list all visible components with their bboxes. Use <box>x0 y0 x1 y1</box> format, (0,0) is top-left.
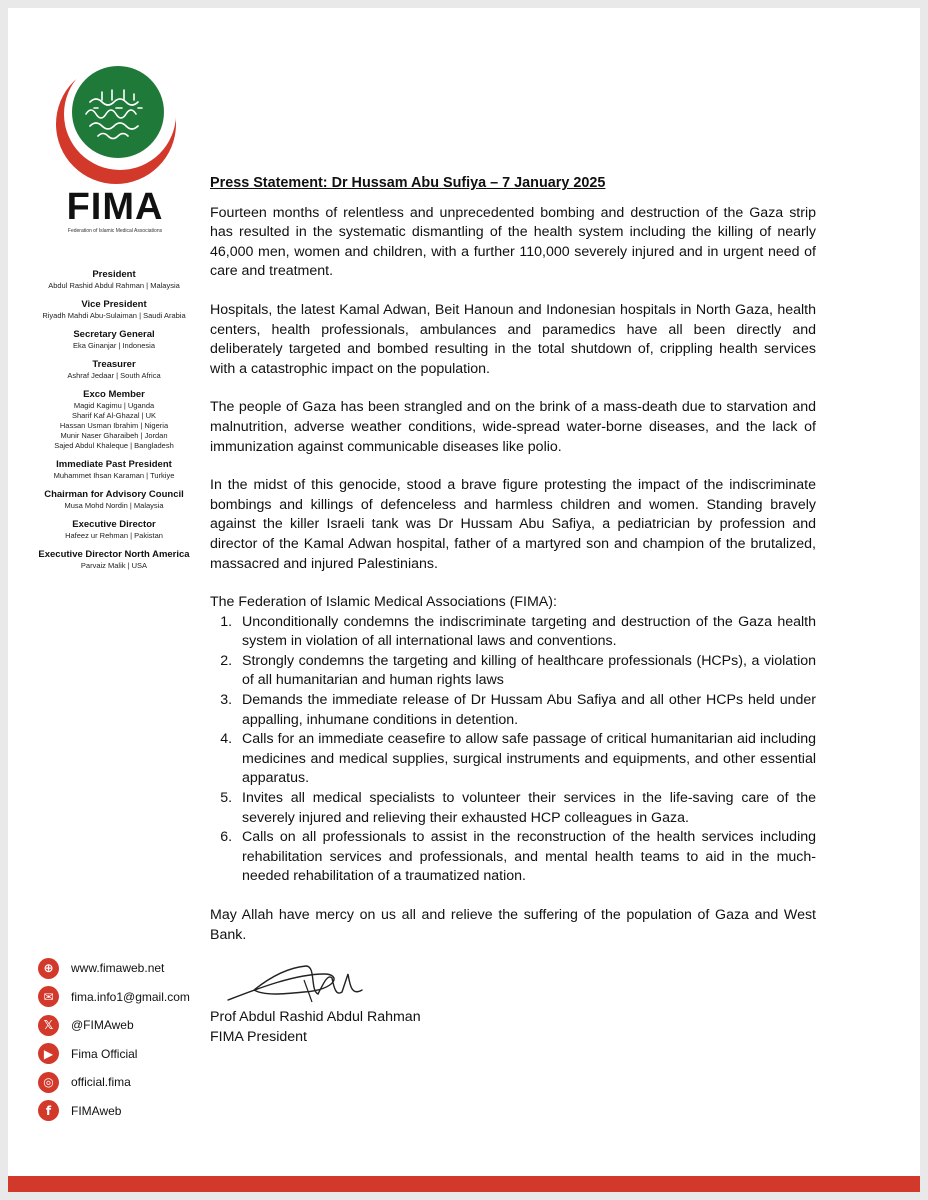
list-item: 4. Calls for an immediate ceasefire to allow safe passage of critical humanitarian aid including medicines and medical supplies, surgical instruments and equipments, and other essential apparatus. <box>236 730 816 789</box>
officer-vice-president <box>24 298 204 321</box>
contact-instagram[interactable] <box>38 1068 218 1097</box>
officer-name: Muhammet Ihsan Karaman | Turkiye <box>53 471 175 480</box>
officer-role: Exco Member <box>83 389 145 400</box>
officer-role: Vice President <box>81 299 147 310</box>
contact-youtube-text[interactable]: Fima Official <box>71 1046 138 1061</box>
officer-name: Munir Naser Gharaibeh | Jordan <box>60 431 168 440</box>
list-item: 3. Demands the immediate release of Dr Hussam Abu Safiya and all other HCPs held under appalling, inhumane conditions in detention. <box>236 691 816 730</box>
officer-past-president <box>24 458 204 481</box>
officer-name: Musa Mohd Nordin | Malaysia <box>64 501 164 510</box>
officer-role: Treasurer <box>92 359 136 370</box>
officer-exco-members <box>24 388 204 451</box>
statement-paragraph: Hospitals, the latest Kamal Adwan, Beit Hanoun and Indonesian hospitals in North Gaza, health centers, health professionals, ambulances and paramedics have all been directly and deliberately targeted and bombed resulting in the total shutdown of, crippling health services with a catastrophic impact on the population. <box>210 301 816 377</box>
officer-name: Hafeez ur Rehman | Pakistan <box>65 531 163 540</box>
closing-prayer: May Allah have mercy on us all and relieve the suffering of the population of Gaza and West Bank. <box>210 907 816 943</box>
statement-paragraph: In the midst of this genocide, stood a brave figure protesting the impact of the indiscriminate bombings and killings of defenceless and harmless children and women. Standing bravely against the killer Israeli tank was Dr Hussam Abu Safiya, a pediatrician by profession and director of the Kamal Adwan hospital, father of a martyred son and champion of the brutalized, massacred and injured Palestinians. <box>210 477 816 572</box>
officer-name: Sharif Kaf Al-Ghazal | UK <box>71 411 157 420</box>
officer-name: Riyadh Mahdi Abu-Sulaiman | Saudi Arabia <box>42 311 186 320</box>
officer-secretary-general <box>24 328 204 351</box>
officer-advisory-chairman <box>24 488 204 511</box>
contact-instagram-text[interactable]: official.fima <box>71 1075 131 1090</box>
contact-website[interactable] <box>38 954 218 983</box>
list-item: 5. Invites all medical specialists to volunteer their services in the life-saving care of the severely injured and relieving their exhausted HCP colleagues in Gaza. <box>236 789 816 828</box>
officer-name: Sajed Abdul Khaleque | Bangladesh <box>54 441 174 450</box>
contact-email-text[interactable]: fima.info1@gmail.com <box>71 989 190 1004</box>
officer-name: Hassan Usman Ibrahim | Nigeria <box>59 421 169 430</box>
footer-accent-bar <box>8 1176 920 1192</box>
contact-facebook-text[interactable]: FIMAweb <box>71 1103 122 1118</box>
statement-body <box>210 174 816 1047</box>
officer-name: Abdul Rashid Abdul Rahman | Malaysia <box>48 281 180 290</box>
contact-youtube[interactable] <box>38 1040 218 1069</box>
globe-icon: ⊕ <box>38 958 59 979</box>
youtube-icon: ▶ <box>38 1043 59 1064</box>
email-icon: ✉ <box>38 986 59 1007</box>
officer-role: President <box>92 269 136 280</box>
list-intro: The Federation of Islamic Medical Associations (FIMA): <box>210 594 557 611</box>
officers-list <box>24 268 204 578</box>
officer-president <box>24 268 204 291</box>
officer-executive-director-na <box>24 548 204 571</box>
statement-paragraph: The people of Gaza has been strangled and on the brink of a mass-death due to starvation and malnutrition, adverse weather conditions, wide-spread water-borne diseases, and the lack of immunization against communicable diseases like polio. <box>210 399 816 455</box>
contact-website-text[interactable]: www.fimaweb.net <box>71 961 165 976</box>
contact-x-text[interactable]: @FIMAweb <box>71 1018 134 1033</box>
officer-role: Executive Director <box>72 519 156 530</box>
contact-facebook[interactable] <box>38 1097 218 1126</box>
brand-subtitle: Federation of Islamic Medical Associations <box>67 228 163 234</box>
brand-name: FIMA <box>66 186 164 228</box>
fima-crescent-logo <box>54 62 184 192</box>
signature-image <box>224 960 374 1010</box>
facebook-icon: f <box>38 1100 59 1121</box>
contact-list <box>38 954 218 1125</box>
statement-paragraph: Fourteen months of relentless and unprecedented bombing and destruction of the Gaza strip has resulted in the systematic dismantling of the health system including the killing of nearly 46,000 men, women and children, with a further 110,000 severely injured and in urgent need of care and treatment. <box>210 204 816 280</box>
list-item: 6. Calls on all professionals to assist in the reconstruction of the health services including rehabilitation services and professionals, and mental health teams to aid in the much-needed rehabilitation of a traumatized nation. <box>236 828 816 887</box>
signer-name: Prof Abdul Rashid Abdul Rahman <box>210 1009 421 1026</box>
officer-role: Secretary General <box>73 329 155 340</box>
contact-x[interactable] <box>38 1011 218 1040</box>
x-icon: 𝕏 <box>38 1015 59 1036</box>
officer-name: Ashraf Jedaar | South Africa <box>67 371 161 380</box>
resolution-list <box>210 613 816 887</box>
letter-page <box>8 8 920 1192</box>
officer-role: Immediate Past President <box>56 459 172 470</box>
officer-executive-director <box>24 518 204 541</box>
officer-name: Parvaiz Malik | USA <box>80 561 148 570</box>
statement-title: Press Statement: Dr Hussam Abu Sufiya – 7 January 2025 <box>210 175 606 191</box>
list-item: 1. Unconditionally condemns the indiscriminate targeting and destruction of the Gaza health system in violation of all international laws and conventions. <box>236 613 816 652</box>
officer-treasurer <box>24 358 204 381</box>
officer-role: Executive Director North America <box>38 549 190 560</box>
list-item: 2. Strongly condemns the targeting and killing of healthcare professionals (HCPs), a violation of all humanitarian and human rights laws <box>236 652 816 691</box>
officer-name: Eka Ginanjar | Indonesia <box>73 341 155 350</box>
officer-role: Chairman for Advisory Council <box>44 489 184 500</box>
instagram-icon: ◎ <box>38 1072 59 1093</box>
contact-email[interactable] <box>38 983 218 1012</box>
signer-title: FIMA President <box>210 1028 307 1045</box>
officer-name: Magid Kagimu | Uganda <box>73 401 155 410</box>
